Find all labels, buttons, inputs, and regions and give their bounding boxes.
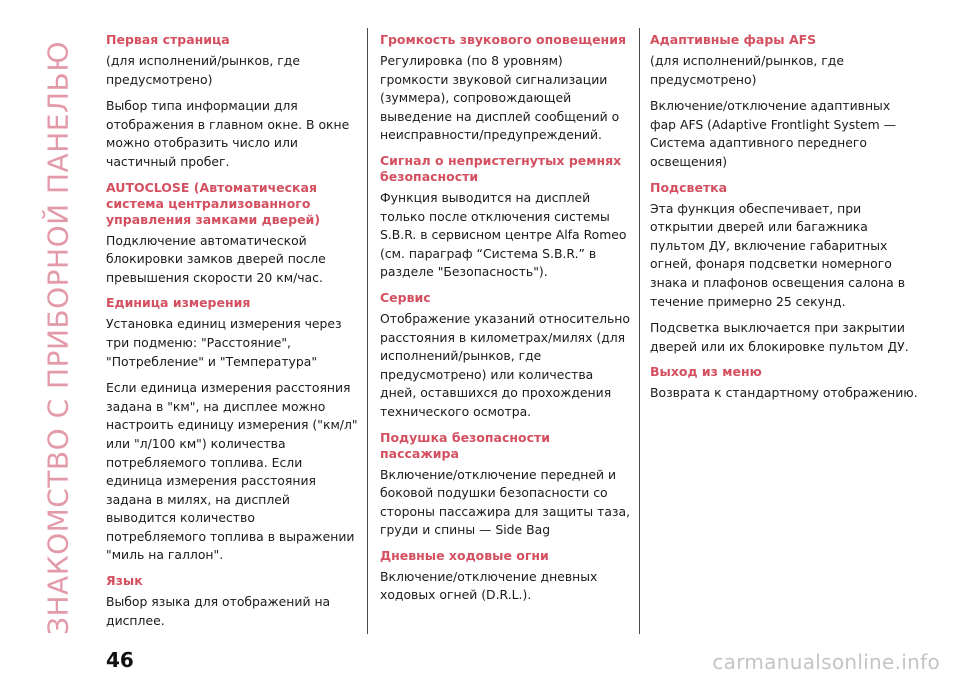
section-service <box>380 290 632 422</box>
section-paragraph: Регулировка (по 8 уровням) громкости звуковой сигнализации (зуммера), сопровождающей выведение на дисплей сообщений о неисправности/предупреждений. <box>380 53 620 143</box>
section-heading: AUTOCLOSE (Автоматическая система централизованного управления замками дверей) <box>106 179 321 227</box>
section-heading: Подушка безопасности пассажира <box>380 429 551 461</box>
section-heading: Дневные ходовые огни <box>380 547 549 563</box>
section-paragraph: Выбор языка для отображений на дисплее. <box>106 594 331 628</box>
section-courtesy-lights <box>650 180 920 357</box>
column-divider <box>367 28 368 634</box>
section-units <box>106 295 358 565</box>
section-paragraph: Подключение автоматической блокировки замков дверей после превышения скорости 20 км/час. <box>106 232 326 285</box>
section-paragraph: Возврата к стандартному отображению. <box>650 385 918 401</box>
text-column-2 <box>380 32 632 613</box>
section-paragraph: Включение/отключение передней и боковой подушки безопасности со стороны пассажира для защиты таза, груди и спины — Side Bag <box>380 466 631 538</box>
section-heading: Адаптивные фары AFS <box>650 32 817 47</box>
section-heading: Громкость звукового оповещения <box>380 32 626 47</box>
section-paragraph: Выбор типа информации для отображения в главном окне. В окне можно отобразить число или частичный пробег. <box>106 98 350 169</box>
section-heading: Язык <box>106 573 143 589</box>
section-exit-menu <box>650 364 920 403</box>
section-heading: Выход из меню <box>650 364 762 380</box>
section-paragraph: Отображение указаний относительно расстояния в километрах/милях (для исполнений/рынков, где предусмотрено) или количества дней, оставшихся до прохождения технического осмотра. <box>380 310 630 419</box>
section-paragraph: Подсветка выключается при закрытии дверей или их блокировке пультом ДУ. <box>650 320 909 354</box>
watermark-text: carmanualsonline.info <box>712 650 940 674</box>
section-heading: Первая страница <box>106 32 230 47</box>
section-paragraph: (для исполнений/рынков, где предусмотрено) <box>106 53 300 87</box>
section-heading: Сервис <box>380 289 431 305</box>
chapter-side-title: ЗНАКОМСТВО С ПРИБОРНОЙ ПАНЕЛЬЮ <box>41 41 75 635</box>
section-heading: Подсветка <box>650 179 728 195</box>
section-seatbelt-warning <box>380 153 632 282</box>
text-column-3 <box>650 32 920 411</box>
section-daytime-running-lights <box>380 548 632 605</box>
page-number: 46 <box>106 648 134 672</box>
section-heading: Сигнал о непристегнутых ремнях безопасности <box>380 152 622 184</box>
section-paragraph: Включение/отключение дневных ходовых огней (D.R.L.). <box>380 568 598 603</box>
text-column-1 <box>106 32 358 638</box>
section-first-page <box>106 32 358 172</box>
section-passenger-airbag <box>380 430 632 540</box>
section-paragraph: Эта функция обеспечивает, при открытии дверей или багажника пультом ДУ, включение габаритных огней, фонаря подсветки номерного знака и плафонов освещения салона в течение примерно 25 секунд. <box>650 200 906 309</box>
section-paragraph: Включение/отключение адаптивных фар AFS (Adaptive Frontlight System — Система адаптивного переднего освещения) <box>650 98 897 169</box>
section-afs-headlights <box>650 32 920 172</box>
section-language <box>106 573 358 630</box>
section-paragraph: (для исполнений/рынков, где предусмотрено) <box>650 53 844 87</box>
section-paragraph: Установка единиц измерения через три подменю: "Расстояние", "Потребление" и "Температура" <box>106 316 342 369</box>
section-buzzer-volume <box>380 32 632 145</box>
section-heading: Единица измерения <box>106 295 251 311</box>
section-paragraph: Функция выводится на дисплей только после отключения системы S.B.R. в сервисном центре Alfa Romeo (см. параграф “Система S.B.R.” в разделе "Безопасность"). <box>380 189 627 280</box>
section-autoclose <box>106 180 358 288</box>
column-divider <box>639 28 640 634</box>
section-paragraph: Если единица измерения расстояния задана в "км", на дисплее можно настроить единицу измерения ("км/л" или "л/100 км") количества потребляемого топлива. Если единица измерения расстояния задана в милях, на дисплей выводится количество потребляемого топлива в выражении "миль на галлон". <box>106 380 358 563</box>
